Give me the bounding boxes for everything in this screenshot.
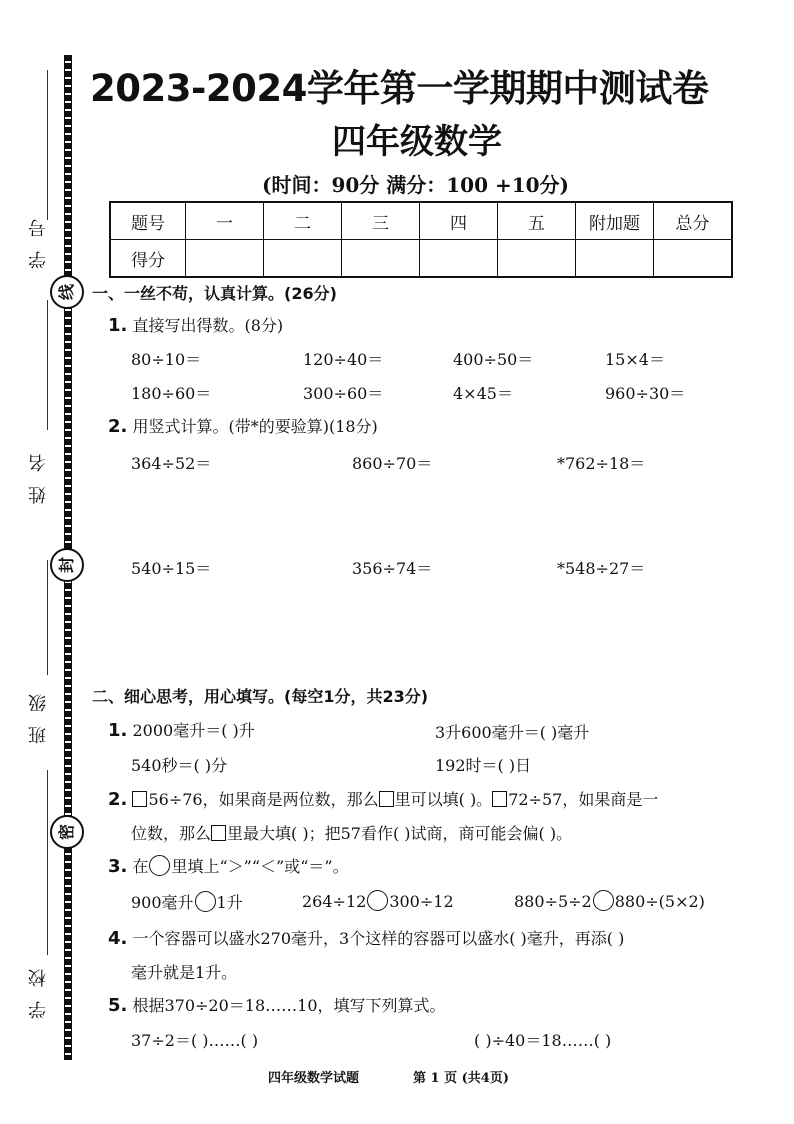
score-header-cell: 五	[498, 202, 576, 240]
seal-feng: 封	[50, 548, 84, 582]
question-text: 里填上“＞”“＜”或“＝”。	[171, 857, 349, 876]
compare-right: 1升	[216, 893, 243, 912]
question-number: 4.	[108, 928, 128, 949]
score-row-label: 得分	[110, 240, 186, 278]
calc-item: 80÷10＝	[131, 350, 202, 369]
compare-left: 264÷12	[302, 892, 367, 911]
vertical-calc-item: 364÷52＝	[131, 454, 212, 473]
score-header-cell: 三	[342, 202, 420, 240]
compare-item	[131, 890, 243, 913]
question-text: 56÷76，如果商是两位数，那么	[148, 790, 379, 809]
class-line	[47, 560, 48, 675]
s2-q5	[108, 993, 446, 1016]
compare-right: 880÷(5×2)	[614, 892, 705, 911]
score-input-cell[interactable]	[420, 240, 498, 278]
s2-q2-line2	[131, 821, 572, 844]
s2-q3	[108, 854, 349, 877]
question-text: 根据370÷20＝18……10，填写下列算式。	[132, 996, 446, 1015]
name-label: 姓名	[28, 440, 49, 504]
question-text: 直接写出得数。(8分)	[132, 316, 284, 335]
blank-square-icon	[211, 825, 226, 841]
score-input-cell[interactable]	[576, 240, 654, 278]
question-text: 在	[132, 857, 149, 876]
s2-q4-line1	[108, 926, 624, 949]
blank-square-icon	[492, 791, 507, 807]
s2-q1-line1	[108, 718, 255, 741]
fill-blank: 2000毫升＝( )升	[132, 721, 255, 740]
footer-name: 四年级数学试题	[268, 1071, 360, 1086]
class-label: 班级	[28, 680, 49, 744]
score-header-cell: 四	[420, 202, 498, 240]
score-input-cell[interactable]	[498, 240, 576, 278]
score-table-header-row	[110, 202, 732, 240]
question-number: 3.	[108, 856, 128, 877]
question-text: 72÷57，如果商是一	[508, 790, 659, 809]
blank-square-icon	[132, 791, 147, 807]
calc-item: 400÷50＝	[453, 350, 534, 369]
vertical-calc-item: 860÷70＝	[352, 454, 433, 473]
score-input-cell[interactable]	[654, 240, 733, 278]
vertical-calc-item: 356÷74＝	[352, 559, 433, 578]
question-number: 5.	[108, 995, 128, 1016]
fill-blank: 192时＝( )日	[435, 756, 532, 775]
section1-title: 一、一丝不苟，认真计算。(26分)	[92, 284, 337, 303]
compare-circle[interactable]	[593, 890, 614, 911]
fill-blank: ( )÷40＝18……( )	[474, 1031, 612, 1050]
fill-blank: 3升600毫升＝( )毫升	[435, 723, 590, 742]
seal-mi: 密	[50, 815, 84, 849]
s2-q4-line2: 毫升就是1升。	[131, 963, 238, 982]
calc-item: 120÷40＝	[303, 350, 384, 369]
score-header-cell: 附加题	[576, 202, 654, 240]
question-text: 一个容器可以盛水270毫升，3个这样的容器可以盛水( )毫升，再添( )	[132, 929, 625, 948]
question-text: 里最大填( )；把57看作( )试商，商可能会偏( )。	[227, 824, 573, 843]
exam-time-info: (时间：90分 满分：100 +10分)	[262, 173, 570, 197]
seal-xian: 线	[50, 275, 84, 309]
score-input-cell[interactable]	[342, 240, 420, 278]
question-number: 2.	[108, 789, 128, 810]
score-input-cell[interactable]	[264, 240, 342, 278]
compare-left: 880÷5÷2	[514, 892, 592, 911]
compare-right: 300÷12	[389, 892, 454, 911]
calc-item: 4×45＝	[453, 384, 513, 403]
s1-q1	[108, 313, 283, 336]
calc-item: 960÷30＝	[605, 384, 686, 403]
question-text: 里可以填( )。	[394, 790, 493, 809]
name-line	[47, 300, 48, 430]
question-text: 用竖式计算。(带*的要验算)(18分)	[132, 417, 378, 436]
exam-title: 2023-2024学年第一学期期中测试卷	[90, 67, 709, 110]
vertical-calc-item: *762÷18＝	[557, 454, 646, 473]
score-header-cell: 总分	[654, 202, 733, 240]
vertical-calc-item: *548÷27＝	[557, 559, 646, 578]
student-id-label: 学号	[28, 205, 49, 269]
circle-blank-icon	[149, 855, 170, 876]
question-number: 1.	[108, 720, 128, 741]
blank-square-icon	[379, 791, 394, 807]
exam-subtitle: 四年级数学	[332, 122, 502, 162]
school-line	[47, 770, 48, 955]
fill-blank: 540秒＝( )分	[131, 756, 228, 775]
s2-q2-line1	[108, 787, 658, 810]
score-header-cell: 一	[186, 202, 264, 240]
vertical-calc-item: 540÷15＝	[131, 559, 212, 578]
compare-item	[514, 890, 705, 911]
question-number: 2.	[108, 416, 128, 437]
question-number: 1.	[108, 315, 128, 336]
fill-blank: 37÷2＝( )……( )	[131, 1031, 259, 1050]
school-label: 学校	[28, 955, 49, 1019]
compare-item	[302, 890, 454, 911]
footer-page: 第 1 页 (共4页)	[413, 1071, 509, 1086]
s1-q2	[108, 414, 378, 437]
calc-item: 15×4＝	[605, 350, 665, 369]
compare-circle[interactable]	[367, 890, 388, 911]
compare-circle[interactable]	[195, 891, 216, 912]
section2-title: 二、细心思考，用心填写。(每空1分，共23分)	[92, 687, 429, 706]
question-text: 位数，那么	[131, 824, 212, 843]
score-header-cell: 二	[264, 202, 342, 240]
score-table-score-row	[110, 240, 732, 278]
score-input-cell[interactable]	[186, 240, 264, 278]
calc-item: 300÷60＝	[303, 384, 384, 403]
score-table	[109, 201, 733, 278]
compare-left: 900毫升	[131, 893, 194, 912]
score-header-cell: 题号	[110, 202, 186, 240]
calc-item: 180÷60＝	[131, 384, 212, 403]
